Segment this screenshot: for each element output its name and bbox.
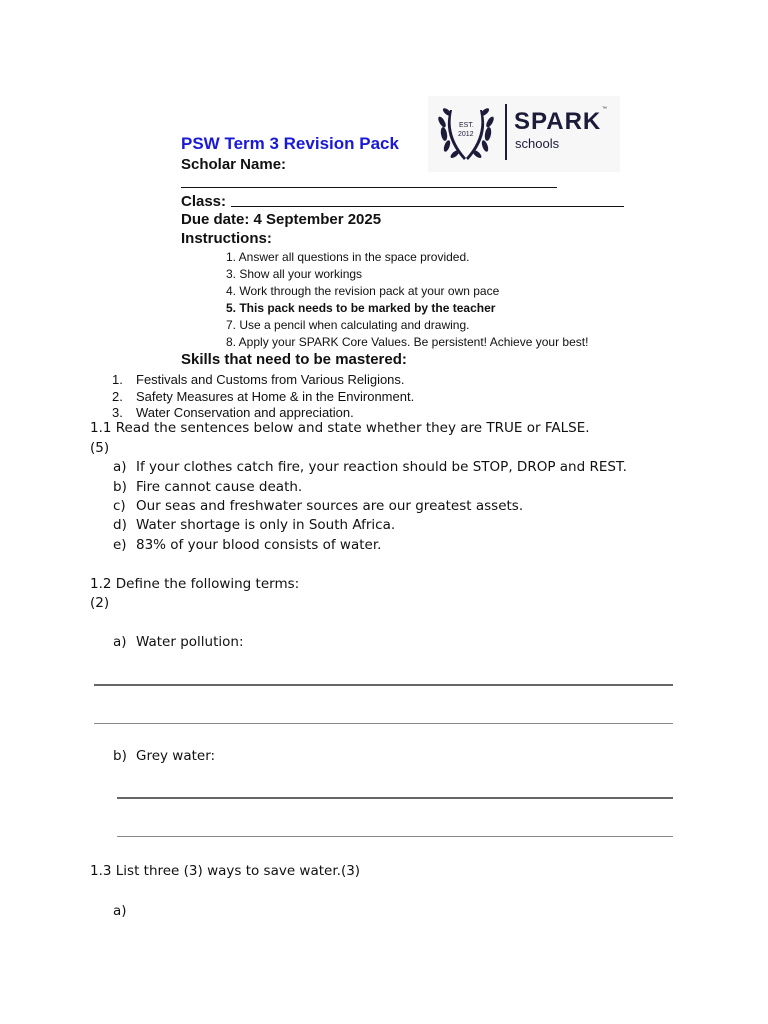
prompt-text: 1.1 Read the sentences below and state whether they are (90, 420, 487, 436)
spark-schools-logo (428, 96, 620, 172)
item-letter: c) (113, 498, 126, 514)
logo-brand: SPARK (514, 108, 602, 135)
item-text: , (508, 459, 517, 475)
statement-b (113, 479, 302, 495)
item-text: 83% of your blood consists of water. (136, 537, 382, 553)
class-label: Class: (181, 193, 227, 210)
stop-keyword: STOP (472, 459, 509, 475)
statement-e (113, 537, 381, 553)
item-text: Water shortage is only in South Africa. (136, 517, 396, 533)
item-letter: a) (113, 903, 127, 919)
item-text: Our seas and freshwater sources are our greatest assets. (136, 498, 524, 514)
statement-a (113, 459, 627, 475)
prompt-end: . (585, 420, 590, 436)
instruction-5: 5. This pack needs to be marked by the teacher (226, 301, 496, 315)
scholar-name-label: Scholar Name: (181, 156, 287, 173)
logo-est: EST. (459, 122, 474, 129)
term-b (113, 748, 215, 764)
or-text: or (522, 420, 545, 436)
item-letter: a) (113, 459, 127, 475)
skill-item (112, 372, 405, 387)
skill-text: Water Conservation and appreciation. (136, 405, 354, 420)
scholar-name-field[interactable] (181, 187, 557, 188)
logo-year: 2012 (458, 131, 474, 138)
item-text: . (622, 459, 627, 475)
false-keyword: FALSE (544, 420, 586, 436)
question-1-1-marks: (5) (90, 440, 110, 456)
skill-text: Festivals and Customs from Various Religions. (136, 372, 405, 387)
skill-number: 2. (112, 389, 123, 404)
term-a (113, 634, 244, 650)
item-letter: e) (113, 537, 127, 553)
skills-title: Skills that need to be mastered: (181, 351, 407, 368)
statement-c (113, 498, 523, 514)
answer-line[interactable] (117, 836, 673, 837)
skill-number: 1. (112, 372, 123, 387)
instructions-label: Instructions: (181, 230, 272, 247)
colon: : (238, 634, 244, 650)
item-text: If your clothes catch fire, your reaction should be (136, 459, 473, 475)
question-1-3-prompt: 1.3 List three (3) ways to save water.(3) (90, 863, 361, 879)
logo-sub: schools (515, 136, 560, 151)
list-item-a (113, 903, 136, 919)
true-keyword: TRUE (486, 420, 523, 436)
term-water-pollution: Water pollution (136, 634, 239, 650)
instruction-1: 1. Answer all questions in the space provided. (226, 250, 470, 264)
due-date: Due date: 4 September 2025 (181, 211, 382, 228)
statement-d (113, 517, 395, 533)
instruction-3: 3. Show all your workings (226, 267, 363, 281)
item-text: Fire cannot cause death. (136, 479, 303, 495)
item-letter: a) (113, 634, 127, 650)
question-1-2-marks: (2) (90, 595, 110, 611)
item-text: and (555, 459, 590, 475)
instruction-7: 7. Use a pencil when calculating and drawing. (226, 318, 470, 332)
skill-text: Safety Measures at Home & in the Environment. (136, 389, 415, 404)
term-grey-water: Grey water (136, 748, 211, 764)
item-letter: b) (113, 748, 127, 764)
skill-item (112, 389, 414, 404)
answer-line[interactable] (117, 797, 673, 799)
answer-line[interactable] (94, 684, 673, 686)
drop-keyword: DROP (516, 459, 556, 475)
question-1-2-prompt: 1.2 Define the following terms: (90, 576, 300, 592)
logo-tm: ™ (602, 106, 607, 112)
instruction-8: 8. Apply your SPARK Core Values. Be persistent! Achieve your best! (226, 335, 589, 349)
colon: : (210, 748, 216, 764)
question-1-1-prompt (90, 420, 590, 436)
instruction-4: 4. Work through the revision pack at your own pace (226, 284, 500, 298)
rest-keyword: REST (589, 459, 623, 475)
class-field[interactable] (231, 206, 624, 207)
item-letter: b) (113, 479, 127, 495)
skill-item (112, 405, 354, 420)
page-title: PSW Term 3 Revision Pack (181, 134, 399, 153)
answer-line[interactable] (94, 723, 673, 724)
skill-number: 3. (112, 405, 123, 420)
item-letter: d) (113, 517, 127, 533)
